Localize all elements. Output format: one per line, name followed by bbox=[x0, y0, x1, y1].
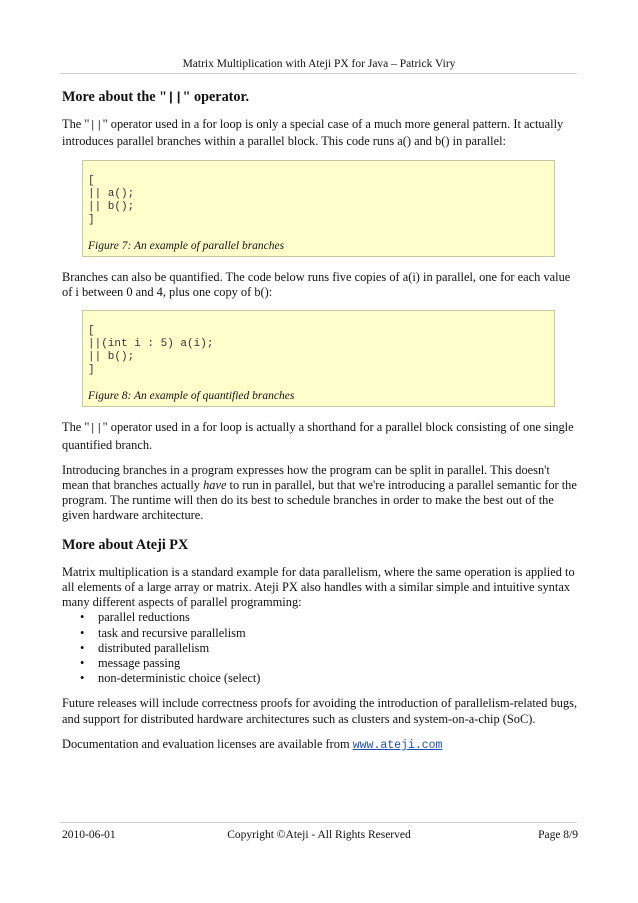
list-item: • non-deterministic choice (select) bbox=[62, 671, 578, 686]
code-line: || a(); bbox=[88, 187, 135, 200]
inline-code: || bbox=[89, 120, 103, 133]
text: The " bbox=[62, 420, 90, 435]
list-item: • distributed parallelism bbox=[62, 641, 578, 656]
code-line: [ bbox=[88, 325, 95, 338]
code-line: || b(); bbox=[88, 200, 135, 213]
text: " operator used in a for loop is only a special case of a much more general pattern. It actually introduces parallel branches within a parallel block. This code runs a() and b() in parallel: bbox=[62, 117, 564, 149]
code-line: ] bbox=[88, 364, 95, 377]
list-item: • task and recursive parallelism bbox=[62, 626, 578, 641]
figure-caption: Figure 7: An example of parallel branches bbox=[88, 239, 285, 252]
paragraph-future: Future releases will include correctness proofs for avoiding the introduction of parallelism-related bugs, and support for distributed hardware architectures such as clusters and system-on-a-chip (SoC). bbox=[62, 696, 578, 726]
heading-text: More about the " bbox=[62, 89, 167, 105]
paragraph-docs bbox=[62, 737, 578, 753]
list-item: • parallel reductions bbox=[62, 610, 578, 625]
heading-text: " operator. bbox=[182, 89, 250, 105]
code-line: ||(int i : 5) a(i); bbox=[88, 338, 214, 351]
list-item: • message passing bbox=[62, 656, 578, 671]
header-divider bbox=[60, 73, 577, 74]
paragraph-quantified: Branches can also be quantified. The code below runs five copies of a(i) in parallel, one for each value of i between 0 and 4, plus one copy of b(): bbox=[62, 269, 571, 300]
code-line: || b(); bbox=[88, 351, 135, 364]
heading-operator-code: || bbox=[166, 90, 183, 105]
footer-page-number: Page 8/9 bbox=[538, 829, 578, 841]
paragraph-operator-intro bbox=[62, 117, 578, 149]
text: The " bbox=[62, 117, 90, 132]
feature-list bbox=[62, 610, 578, 686]
text: Introducing branches in a program expresses how the program can be split in parallel. This doesn't mean that branches actually bbox=[62, 462, 550, 493]
footer-date: 2010-06-01 bbox=[62, 829, 116, 841]
paragraph-matrix: Matrix multiplication is a standard example for data parallelism, where the same operation is applied to all elements of a large array or matrix. Ateji PX also handles with a similar simple and intuitive syntax many different aspects of parallel programming: bbox=[62, 564, 575, 610]
page-header-title: Matrix Multiplication with Ateji PX for Java – Patrick Viry bbox=[182, 58, 456, 70]
code-line: ] bbox=[88, 213, 95, 226]
paragraph-branches bbox=[62, 463, 578, 524]
ateji-link[interactable]: www.ateji.com bbox=[352, 738, 443, 752]
page-body bbox=[62, 80, 578, 763]
code-line: [ bbox=[88, 174, 95, 187]
footer-copyright: Copyright ©Ateji - All Rights Reserved bbox=[227, 829, 411, 841]
emphasis: have bbox=[203, 478, 227, 493]
text: Documentation and evaluation licenses are available from bbox=[62, 736, 353, 751]
footer-divider bbox=[60, 822, 577, 823]
text: to run in parallel, but that we're introducing a parallel semantic for the program. The runtime will then do its best to schedule branches in order to make the best out of the given hardware architecture. bbox=[62, 478, 577, 523]
inline-code: || bbox=[89, 423, 103, 436]
code-figure-7 bbox=[82, 160, 555, 257]
paragraph-shorthand bbox=[62, 420, 578, 452]
text: " operator used in a for loop is actually a shorthand for a parallel block consisting of one single quantified branch. bbox=[62, 420, 574, 452]
section-heading-ateji: More about Ateji PX bbox=[62, 536, 189, 553]
section-heading-operator bbox=[62, 90, 578, 105]
code-figure-8 bbox=[82, 310, 555, 407]
figure-caption: Figure 8: An example of quantified branches bbox=[88, 390, 295, 403]
